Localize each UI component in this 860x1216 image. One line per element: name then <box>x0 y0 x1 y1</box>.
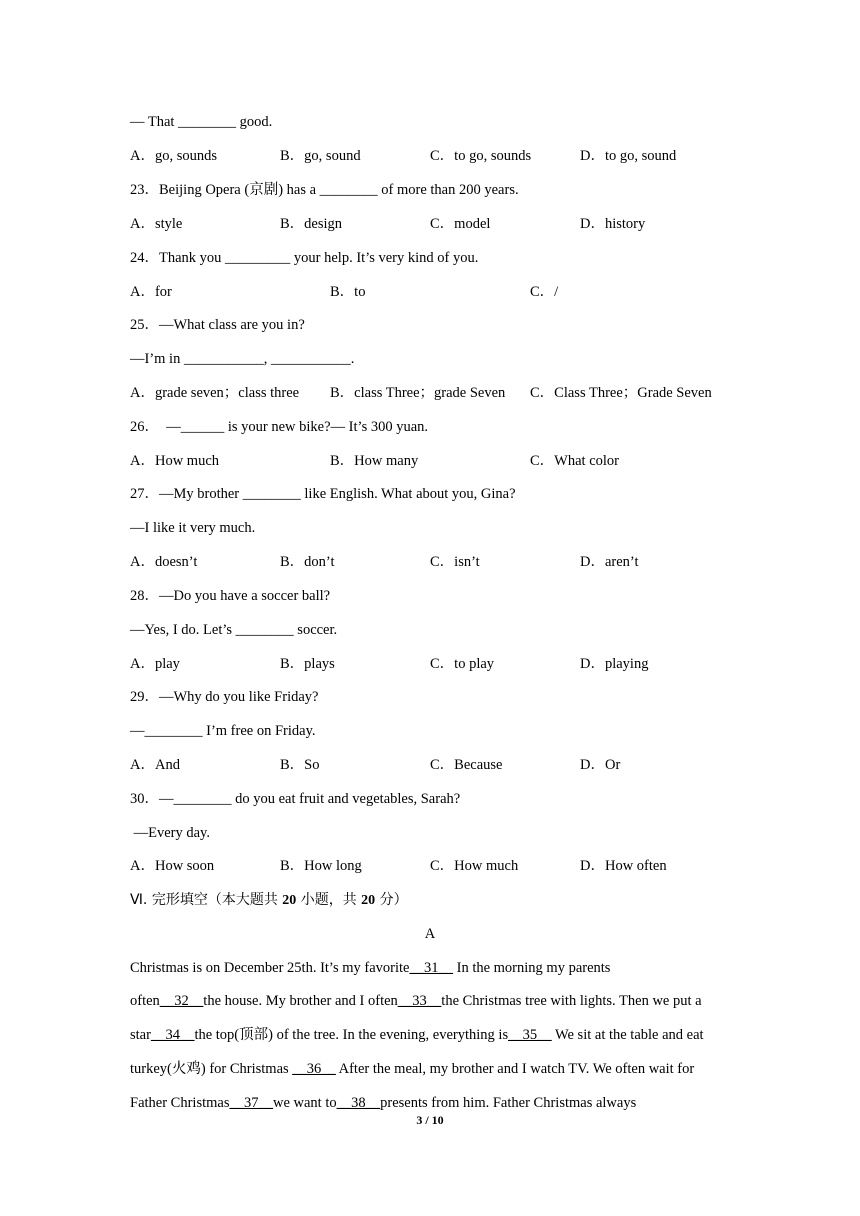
passage-line: Christmas is on December 25th. It’s my favorite__31__ In the morning my parents <box>130 960 611 976</box>
q25-option-c: C．Class Three；Grade Seven <box>530 385 712 401</box>
q23-stem: 23．Beijing Opera (京剧) has a ________ of more than 200 years. <box>130 182 519 198</box>
q22-reply: — That ________ good. <box>130 114 273 130</box>
q29-option-d: D．Or <box>580 757 621 773</box>
blank-36: __36__ <box>292 1061 336 1077</box>
blank-31: __31__ <box>409 960 453 976</box>
q24-stem: 24．Thank you _________ your help. It’s very kind of you. <box>130 250 479 266</box>
passage-line: often__32__the house. My brother and I often__33__the Christmas tree with lights. Then we put a <box>130 993 702 1009</box>
q25-option-a: A．grade seven；class three <box>130 385 300 401</box>
q27-option-a: A．doesn’t <box>130 554 198 570</box>
q29-option-c: C．Because <box>430 757 503 773</box>
q24-option-b: B．to <box>330 284 366 300</box>
q26-option-a: A．How much <box>130 453 220 469</box>
section-title: Ⅵ. 完形填空（本大题共 20 小题，共 20 分） <box>130 892 408 908</box>
passage-line: star__34__the top(顶部) of the tree. In the evening, everything is__35__ We sit at the table and eat <box>130 1027 704 1043</box>
q28-option-b: B．plays <box>280 656 335 672</box>
q22-option-a: A．go, sounds <box>130 148 218 164</box>
q30-stem: 30．—________ do you eat fruit and vegetables, Sarah? <box>130 791 461 807</box>
q24-option-a: A．for <box>130 284 172 300</box>
q30-option-d: D．How often <box>580 858 667 874</box>
q23-option-a: A．style <box>130 216 183 232</box>
blank-32: __32__ <box>159 993 204 1009</box>
blank-34: __34__ <box>150 1027 195 1043</box>
q27-stem: 27．—My brother ________ like English. What about you, Gina? <box>130 486 516 502</box>
blank-38: __38__ <box>336 1095 381 1111</box>
q30-option-b: B．How long <box>280 858 362 874</box>
passage-label: A <box>424 926 436 942</box>
blank-37: __37__ <box>229 1095 273 1111</box>
q23-option-c: C．model <box>430 216 491 232</box>
q22-option-d: D．to go, sound <box>580 148 677 164</box>
q25-stem: 25．—What class are you in? <box>130 317 305 333</box>
q28-option-d: D．playing <box>580 656 649 672</box>
passage-line: Father Christmas__37__we want to__38__presents from him. Father Christmas always <box>130 1095 637 1111</box>
q29-option-a: A．And <box>130 757 180 773</box>
blank-35: __35__ <box>508 1027 552 1043</box>
blank-33: __33__ <box>397 993 442 1009</box>
q27-option-b: B．don’t <box>280 554 335 570</box>
q30-option-a: A．How soon <box>130 858 215 874</box>
q25-reply: —I’m in ___________, ___________. <box>130 351 355 367</box>
q28-stem: 28．—Do you have a soccer ball? <box>130 588 331 604</box>
q28-option-a: A．play <box>130 656 180 672</box>
q30-reply: —Every day. <box>130 825 210 841</box>
q29-option-b: B．So <box>280 757 320 773</box>
q28-option-c: C．to play <box>430 656 495 672</box>
q27-option-c: C．isn’t <box>430 554 480 570</box>
q26-stem: 26． —______ is your new bike?— It’s 300 yuan. <box>130 419 429 435</box>
q22-option-b: B．go, sound <box>280 148 361 164</box>
q29-reply: —________ I’m free on Friday. <box>130 723 316 739</box>
q29-stem: 29．—Why do you like Friday? <box>130 689 319 705</box>
q26-option-b: B．How many <box>330 453 419 469</box>
q23-option-d: D．history <box>580 216 646 232</box>
q25-option-b: B．class Three；grade Seven <box>330 385 506 401</box>
page-number: 3 / 10 <box>416 1113 444 1127</box>
q30-option-c: C．How much <box>430 858 519 874</box>
q26-option-c: C．What color <box>530 453 619 469</box>
q27-reply: —I like it very much. <box>130 520 256 536</box>
q24-option-c: C．/ <box>530 284 559 300</box>
q28-reply: —Yes, I do. Let’s ________ soccer. <box>130 622 338 638</box>
passage-line: turkey(火鸡) for Christmas __36__ After the meal, my brother and I watch TV. We often wait for <box>130 1061 695 1077</box>
q27-option-d: D．aren’t <box>580 554 639 570</box>
q22-option-c: C．to go, sounds <box>430 148 532 164</box>
q23-option-b: B．design <box>280 216 343 232</box>
